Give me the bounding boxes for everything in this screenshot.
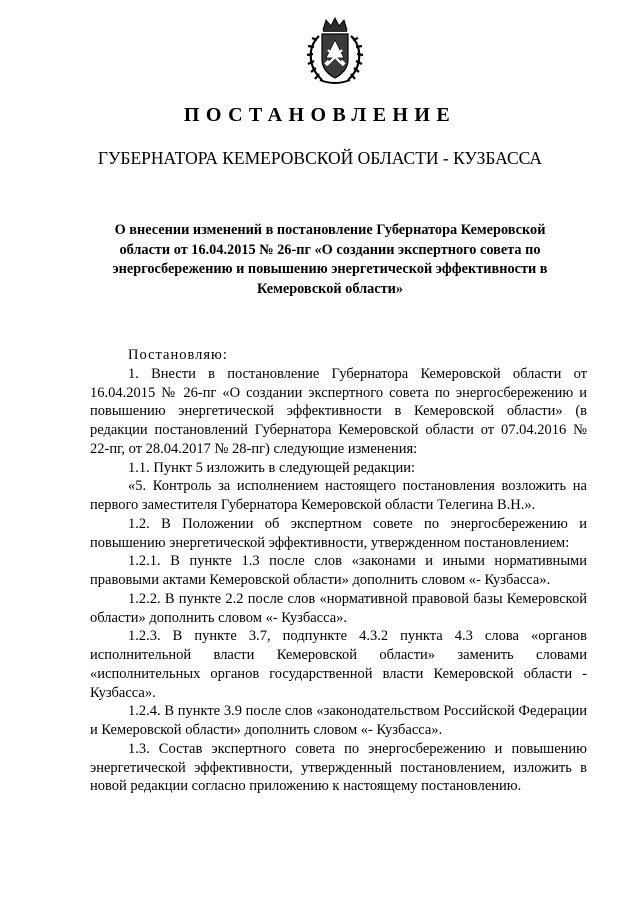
paragraph-1-1-quote: «5. Контроль за исполнением настоящего постановления возложить на первого заместителя Губернатора Кемеровской области Телегина В.Н.». xyxy=(90,478,587,513)
document-subject: О внесении изменений в постановление Губернатора Кемеровской области от 16.04.2015 № 26-пг «О создании экспертного совета по энергосбережению и повышению энергетической эффективности в Кемеровской области» xyxy=(112,222,548,297)
coat-of-arms-icon xyxy=(302,16,368,88)
document-body xyxy=(90,346,587,796)
paragraph-1-2-2: 1.2.2. В пункте 2.2 после слов «нормативной правовой базы Кемеровской области» дополнить словом «- Кузбасса». xyxy=(90,590,587,626)
paragraph-1-2-4: 1.2.4. В пункте 3.9 после слов «законодательством Российской Федерации и Кемеровской области» дополнить словом «- Кузбасса». xyxy=(90,703,587,738)
paragraph-1-2: 1.2. В Положении об экспертном совете по энергосбережению и повышению энергетической эффективности, утвержденном постановлением: xyxy=(90,515,587,551)
paragraph-1: 1. Внести в постановление Губернатора Кемеровской области от 16.04.2015 № 26-пг «О создании экспертного совета по энергосбережению и повышению энергетической эффективности в Кемеровской области» (в редакции постановлений Губернатора Кемеровской области от 07.04.2016 № 22-пг, от 28.04.2017 № 28-пг) следующие изменения: xyxy=(90,365,587,457)
preamble: Постановляю: xyxy=(128,347,228,363)
paragraph-1-3: 1.3. Состав экспертного совета по энергосбережению и повышению энергетической эффективности, утвержденный постановлением, изложить в новой редакции согласно приложению к настоящему постановлению. xyxy=(90,740,587,795)
paragraph-1-1: 1.1. Пункт 5 изложить в следующей редакции: xyxy=(128,459,416,476)
document-type-title: ПОСТАНОВЛЕНИЕ xyxy=(183,104,457,126)
issuer-title: ГУБЕРНАТОРА КЕМЕРОВСКОЙ ОБЛАСТИ - КУЗБАССА xyxy=(97,148,543,168)
paragraph-1-2-3: 1.2.3. В пункте 3.7, подпункте 4.3.2 пункта 4.3 слова «органов исполнительной власти Кемеровской области» заменить словами «исполнительных органов государственной власти Кемеровской области - Кузбасса». xyxy=(90,628,587,701)
paragraph-1-2-1: 1.2.1. В пункте 1.3 после слов «законами и иными нормативными правовыми актами Кемеровской области» дополнить словом «- Кузбасса». xyxy=(90,553,587,588)
